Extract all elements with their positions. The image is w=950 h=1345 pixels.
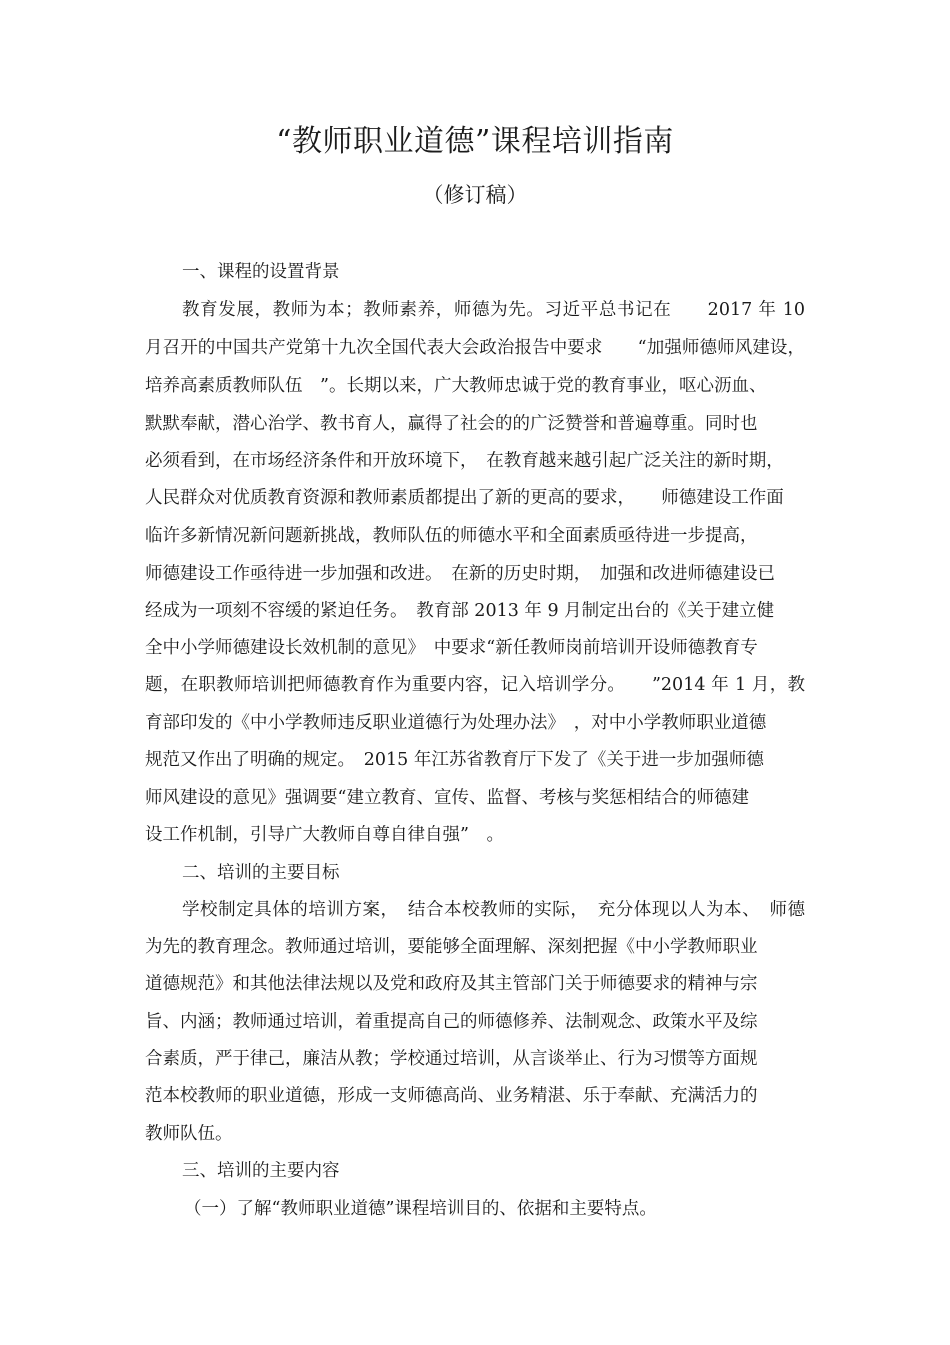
paragraph-line: 学校制定具体的培训方案， 结合本校教师的实际， 充分体现以人为本、 师德 [182, 900, 805, 920]
paragraph-line: 人民群众对优质教育资源和教师素质都提出了新的更高的要求， 师德建设工作面 [145, 488, 784, 508]
paragraph-line: 规范又作出了明确的规定。 2015 年江苏省教育厅下发了《关于进一步加强师德 [145, 750, 764, 770]
paragraph-line: 师风建设的意见》强调要“建立教育、宣传、监督、考核与奖惩相结合的师德建 [145, 788, 749, 808]
paragraph-line: 合素质，严于律己，廉洁从教；学校通过培训，从言谈举止、行为习惯等方面规 [145, 1049, 758, 1069]
paragraph-line: 经成为一项刻不容缓的紧迫任务。 教育部 2013 年 9 月制定出台的《关于建立健 [145, 601, 775, 621]
section-heading-3: 三、培训的主要内容 [182, 1161, 340, 1181]
paragraph-line: 培养高素质教师队伍 ”。长期以来，广大教师忠诚于党的教育事业，呕心沥血、 [145, 376, 767, 396]
paragraph-line: 为先的教育理念。教师通过培训，要能够全面理解、深刻把握《中小学教师职业 [145, 937, 758, 957]
paragraph-line: 教育发展，教师为本；教师素养，师德为先。习近平总书记在 2017 年 10 [182, 300, 805, 320]
paragraph-line: 全中小学师德建设长效机制的意见》 中要求“新任教师岗前培训开设师德教育专 [145, 638, 758, 658]
document-subtitle: （修订稿） [422, 183, 528, 207]
paragraph-line: 范本校教师的职业道德，形成一支师德高尚、业务精湛、乐于奉献、充满活力的 [145, 1086, 758, 1106]
paragraph-line: 题，在职教师培训把师德教育作为重要内容，记入培训学分。 ”2014 年 1 月，教 [145, 675, 805, 695]
paragraph-line: 临许多新情况新问题新挑战，教师队伍的师德水平和全面素质亟待进一步提高， [145, 526, 758, 546]
paragraph-line: 默默奉献，潜心治学、教书育人，赢得了社会的的广泛赞誉和普遍尊重。同时也 [145, 414, 758, 434]
section-heading-1: 一、课程的设置背景 [182, 262, 340, 282]
paragraph-line: 道德规范》和其他法律法规以及党和政府及其主管部门关于师德要求的精神与宗 [145, 974, 758, 994]
paragraph-line: 必须看到，在市场经济条件和开放环境下， 在教育越来越引起广泛关注的新时期， [145, 451, 784, 471]
paragraph-line: 师德建设工作亟待进一步加强和改进。 在新的历史时期， 加强和改进师德建设已 [145, 564, 775, 584]
section-heading-2: 二、培训的主要目标 [182, 863, 340, 883]
paragraph-line: 教师队伍。 [145, 1124, 233, 1144]
document-title: “教师职业道德”课程培训指南 [276, 124, 674, 159]
subsection-heading-1: （一）了解“教师职业道德”课程培训目的、依据和主要特点。 [184, 1199, 657, 1219]
paragraph-line: 月召开的中国共产党第十九次全国代表大会政治报告中要求 “加强师德师风建设， [145, 338, 805, 358]
paragraph-line: 旨、内涵；教师通过培训，着重提高自己的师德修养、法制观念、政策水平及综 [145, 1012, 758, 1032]
paragraph-line: 设工作机制，引导广大教师自尊自律自强” 。 [145, 825, 504, 845]
paragraph-line: 育部印发的《中小学教师违反职业道德行为处理办法》 ，对中小学教师职业道德 [145, 713, 767, 733]
